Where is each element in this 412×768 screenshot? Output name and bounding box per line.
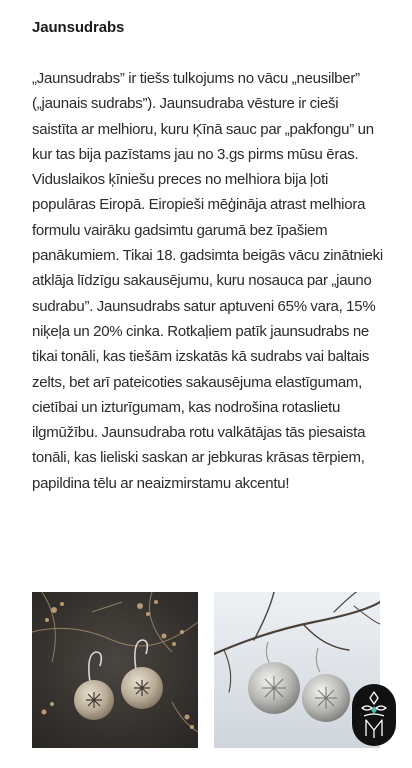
floral-monogram-logo-icon bbox=[352, 684, 396, 746]
article-paragraph: „Jaunsudrabs” ir tiešs tulkojums no vācu „neusilber” („jaunais sudrabs”). Jaunsudraba vēsture ir cieši saistīta ar melhioru, kuru Ķīnā sauc par „pakfongu” un kur tas bija pazīstams jau no 3.gs pirms mūsu ēras. Viduslaikos ķīniešu preces no melhiora bija ļoti populāras Eiropā. Eiropieši mēģināja atrast melhiora formulu vairāku gadsimtu garumā bez īpašiem panākumiem. Tikai 18. gadsimta beigās vācu zinātnieki atklāja līdzīgu sakausējumu, kuru nosauca par „jauno sudrabu”. Jaunsudrabs satur aptuveni 65% vara, 15% niķeļa un 20% cinka. Rotkaļiem patīk jaunsudrabs ne tikai tonāli, kas tiešām izskatās kā sudrabs vai baltais zelts, bet arī pateicoties sakausējuma elastīgumam, cietībai un izturīgumam, kas nodrošina rotaslietu ilgmūžību. Jaunsudraba rotu valkātājas tās piesaista tonāli, kas lieliski saskan ar jebkuras krāsas tērpiem, papildina tēlu ar neaizmirstamu akcentu! bbox=[32, 70, 383, 492]
brand-logo-badge[interactable] bbox=[352, 684, 396, 746]
earrings-dark-background-photo[interactable] bbox=[32, 592, 198, 748]
earrings-dark-image bbox=[32, 592, 198, 748]
section-heading: Jaunsudrabs bbox=[32, 19, 125, 36]
